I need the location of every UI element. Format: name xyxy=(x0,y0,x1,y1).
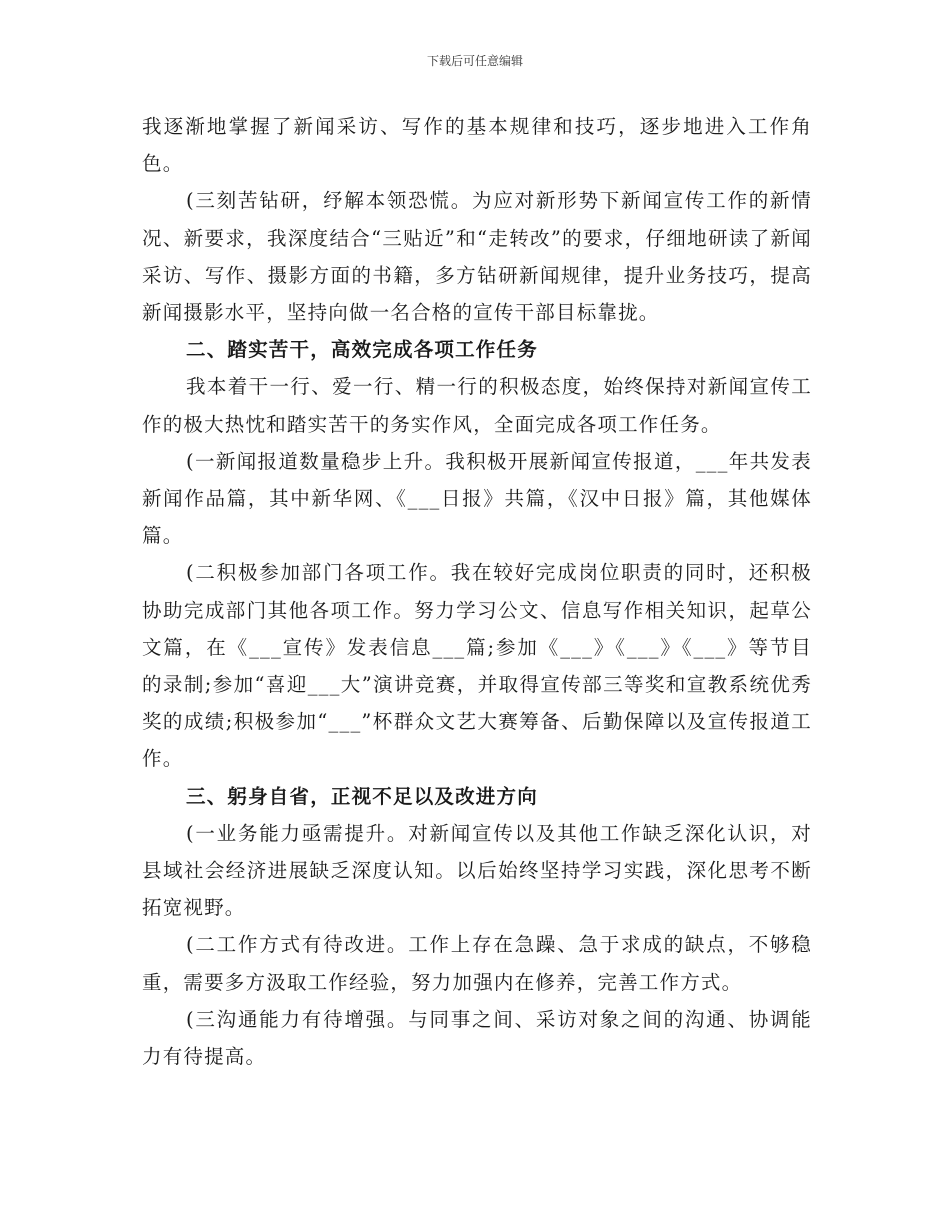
paragraph-8: (三沟通能力有待增强。与同事之间、采访对象之间的沟通、协调能力有待提高。 xyxy=(142,1007,812,1069)
document-body xyxy=(142,108,812,1075)
paragraph-4: (一新闻报道数量稳步上升。我积极开展新闻宣传报道，___年共发表新闻作品篇，其中新华网、《___日报》共篇，《汉中日报》篇，其他媒体篇。 xyxy=(142,449,812,548)
paragraph-7: (二工作方式有待改进。工作上存在急躁、急于求成的缺点，不够稳重，需要多方汲取工作经验，努力加强内在修养，完善工作方式。 xyxy=(142,933,812,994)
paragraph-3: 我本着干一行、爱一行、精一行的积极态度，始终保持对新闻宣传工作的极大热忱和踏实苦干的务实作风，全面完成各项工作任务。 xyxy=(142,375,812,436)
paragraph-1: 我逐渐地掌握了新闻采访、写作的基本规律和技巧，逐步地进入工作角色。 xyxy=(142,115,812,176)
paragraph-2: (三刻苦钻研，纾解本领恐慌。为应对新形势下新闻宣传工作的新情况、新要求，我深度结合“三贴近”和“走转改”的要求，仔细地研读了新闻采访、写作、摄影方面的书籍，多方钻研新闻规律，提升业务技巧，提高新闻摄影水平，坚持向做一名合格的宣传干部目标靠拢。 xyxy=(142,189,812,325)
paragraph-6: (一业务能力亟需提升。对新闻宣传以及其他工作缺乏深化认识，对县域社会经济进展缺乏深度认知。以后始终坚持学习实践，深化思考不断拓宽视野。 xyxy=(142,821,812,920)
section-heading-2: 二、踏实苦干，高效完成各项工作任务 xyxy=(186,338,538,362)
section-heading-3: 三、躬身自省，正视不足以及改进方向 xyxy=(186,784,538,808)
page-header-note: 下载后可任意编辑 xyxy=(426,54,523,68)
paragraph-5: (二积极参加部门各项工作。我在较好完成岗位职责的同时，还积极协助完成部门其他各项工作。努力学习公文、信息写作相关知识，起草公文篇，在《___宣传》发表信息___篇;参加《___》《___》《___》等节目的录制;参加“喜迎___大”演讲竞赛，并取得宣传部三等奖和宣教系统优秀奖的成绩;积极参加“___”杯群众文艺大赛筹备、后勤保障以及宣传报道工作。 xyxy=(142,561,812,771)
